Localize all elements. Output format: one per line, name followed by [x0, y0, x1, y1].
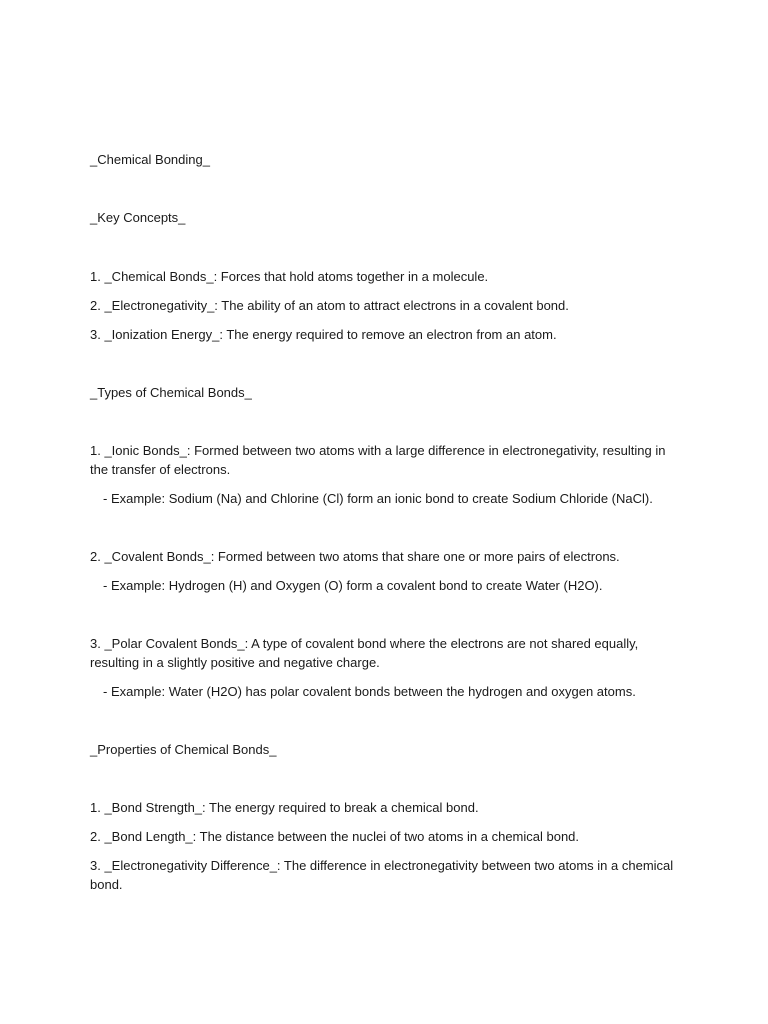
- bond-type-example: - Example: Hydrogen (H) and Oxygen (O) form a covalent bond to create Water (H2O).: [103, 578, 603, 593]
- properties-heading: _Properties of Chemical Bonds_: [90, 742, 277, 757]
- key-concept-item: 3. _Ionization Energy_: The energy required to remove an electron from an atom.: [90, 327, 557, 342]
- property-item: 3. _Electronegativity Difference_: The difference in electronegativity between two atoms in a chemical bond.: [90, 858, 674, 892]
- bond-type-item: 1. _Ionic Bonds_: Formed between two atoms with a large difference in electronegativity, resulting in the transfer of electrons.: [90, 443, 666, 477]
- bond-type-example: - Example: Sodium (Na) and Chlorine (Cl) form an ionic bond to create Sodium Chloride (NaCl).: [103, 491, 653, 506]
- key-concepts-heading: _Key Concepts_: [90, 210, 186, 225]
- types-heading: _Types of Chemical Bonds_: [90, 385, 252, 400]
- property-item: 2. _Bond Length_: The distance between the nuclei of two atoms in a chemical bond.: [90, 829, 580, 844]
- bond-type-example: - Example: Water (H2O) has polar covalent bonds between the hydrogen and oxygen atoms.: [103, 684, 636, 699]
- property-item: 1. _Bond Strength_: The energy required to break a chemical bond.: [90, 800, 479, 815]
- bond-type-item: 2. _Covalent Bonds_: Formed between two atoms that share one or more pairs of electrons.: [90, 549, 620, 564]
- key-concept-item: 1. _Chemical Bonds_: Forces that hold atoms together in a molecule.: [90, 269, 489, 284]
- key-concept-item: 2. _Electronegativity_: The ability of an atom to attract electrons in a covalent bond.: [90, 298, 569, 313]
- document-title: _Chemical Bonding_: [90, 152, 210, 167]
- bond-type-item: 3. _Polar Covalent Bonds_: A type of covalent bond where the electrons are not shared equally, resulting in a slightly positive and negative charge.: [90, 636, 639, 670]
